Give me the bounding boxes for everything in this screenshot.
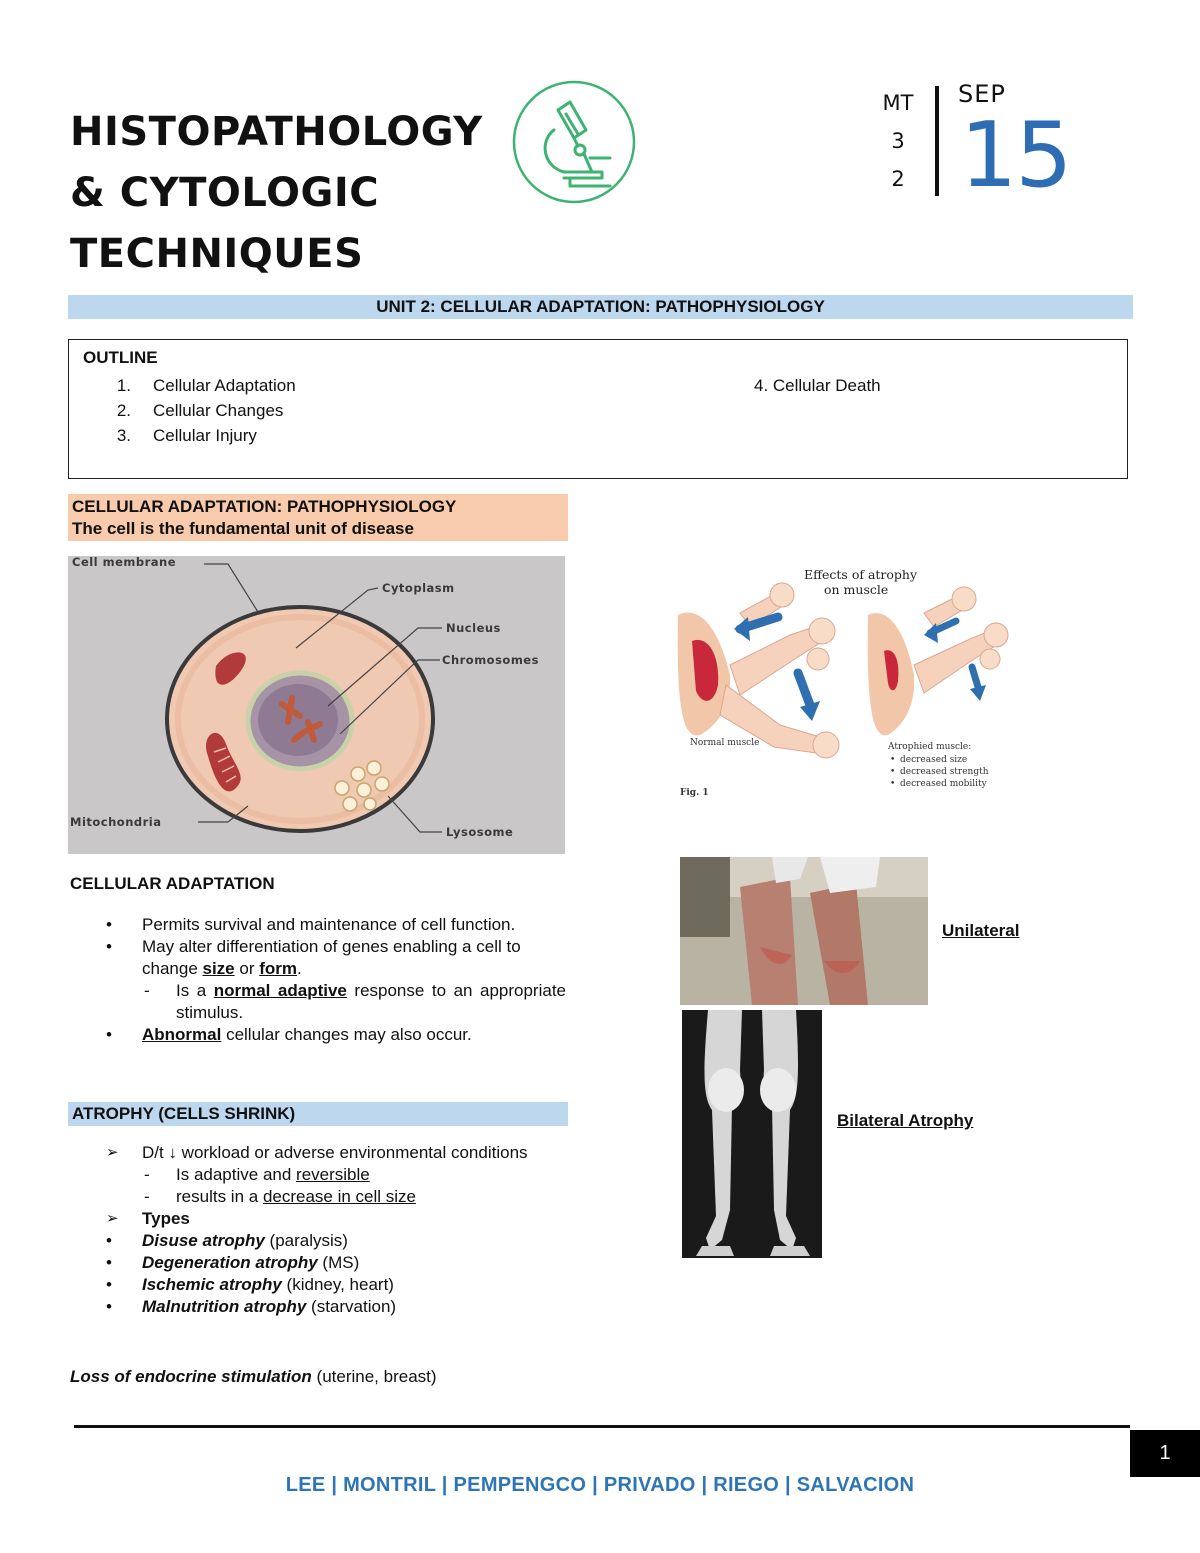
title-line-1: HISTOPATHOLOGY <box>70 109 483 155</box>
atrophy-muscle-figure <box>670 555 1010 805</box>
outline-item <box>91 423 296 448</box>
atrophy-type: • Ischemic atrophy (kidney, heart) <box>106 1275 394 1294</box>
sub-item-text: Is adaptive and <box>176 1165 297 1184</box>
list-item: • Abnormal cellular changes may also occur. <box>106 1025 472 1044</box>
date-day: 15 <box>960 103 1071 208</box>
outline-item-4: 4. Cellular Death <box>754 376 881 395</box>
fig-label: Fig. 1 <box>680 788 709 798</box>
section-header-adaptation <box>68 494 568 541</box>
cell-diagram <box>68 556 565 854</box>
meta-course: MT <box>882 91 914 115</box>
loss-endocrine-name: Loss of endocrine stimulation <box>70 1367 312 1386</box>
list-item-text: cellular changes may also occur. <box>221 1025 472 1044</box>
atrophy-type-note: (MS) <box>317 1253 360 1272</box>
list-item-text: D/t ↓ workload or adverse environmental conditions <box>142 1143 528 1162</box>
list-item <box>70 1142 566 1164</box>
atrophy-type-name: Malnutrition atrophy <box>142 1297 307 1316</box>
section-title: CELLULAR ADAPTATION: PATHOPHYSIOLOGY <box>72 497 457 516</box>
outline-title: OUTLINE <box>83 348 158 367</box>
sub-item: - Is a normal adaptive response to an appropriate stimulus. <box>144 981 566 1022</box>
unilateral-atrophy-photo <box>680 857 928 1005</box>
atrophied-bullet: • <box>890 767 896 777</box>
arrow-bullet-icon: ➢ <box>106 1210 119 1227</box>
atrophied-point-3: decreased mobility <box>900 779 987 789</box>
atrophy-type-name: Degeneration atrophy <box>142 1253 318 1272</box>
sub-item: - results in a decrease in cell size <box>144 1187 417 1206</box>
atrophied-bullet: • <box>890 755 896 765</box>
keyword-normal-adaptive: normal adaptive <box>213 981 347 1000</box>
outline-list <box>91 373 296 448</box>
meta-year: 3 <box>891 129 905 153</box>
authors-line: LEE | MONTRIL | PEMPENGCO | PRIVADO | RIEGO | SALVACION <box>285 1474 915 1496</box>
atrophied-muscle-label: Atrophied muscle: <box>888 742 972 752</box>
label-nucleus: Nucleus <box>446 621 501 635</box>
list-item-text: or <box>234 959 260 978</box>
sub-item-text: results in a <box>176 1187 263 1206</box>
outline-box <box>68 339 1128 479</box>
footer-divider <box>74 1425 1130 1428</box>
list-item: • Permits survival and maintenance of cell function. <box>106 915 516 934</box>
sub-item-text: Is a <box>176 981 214 1000</box>
loss-endocrine-note: (uterine, breast) <box>311 1367 437 1386</box>
keyword-size: size <box>202 959 235 978</box>
atrophy-type: • Malnutrition atrophy (starvation) <box>106 1297 397 1316</box>
arrow-bullet-icon: ➢ <box>106 1144 119 1161</box>
keyword-abnormal: Abnormal <box>142 1025 222 1044</box>
title-line-2: & CYTOLOGIC <box>70 170 380 216</box>
keyword-reversible: reversible <box>296 1165 370 1184</box>
bilateral-label: Bilateral Atrophy <box>837 1111 974 1130</box>
cellular-adaptation-list <box>70 914 566 1046</box>
atrophy-list <box>70 1142 566 1318</box>
sub-item: - Is adaptive and reversible <box>144 1165 370 1184</box>
outline-num: 3. <box>116 426 131 445</box>
section-header-atrophy: ATROPHY (CELLS SHRINK) <box>68 1102 568 1126</box>
atrophy-type: • Disuse atrophy (paralysis) <box>106 1231 348 1250</box>
outline-label: Cellular Adaptation <box>153 376 296 395</box>
sub-item-text: response to an appropriate stimulus. <box>176 981 566 1022</box>
list-item <box>70 1208 566 1230</box>
list-item-text: May alter differentiation of genes enabling a cell to change <box>142 937 521 978</box>
outline-label: Cellular Injury <box>153 426 257 445</box>
list-item-text: Permits survival and maintenance of cell function. <box>142 915 516 934</box>
keyword-decrease-cell-size: decrease in cell size <box>262 1187 417 1206</box>
outline-label: Cellular Changes <box>153 401 284 420</box>
microscope-icon <box>510 78 638 206</box>
unilateral-label: Unilateral <box>942 921 1020 940</box>
atrophy-type-name: Ischemic atrophy <box>142 1275 282 1294</box>
outline-item <box>91 398 296 423</box>
unit-title: UNIT 2: CELLULAR ADAPTATION: PATHOPHYSIOLOGY <box>68 295 1133 319</box>
section-subtitle: The cell is the fundamental unit of disease <box>72 519 414 538</box>
bilateral-atrophy-xray <box>682 1010 822 1258</box>
atrophied-bullet: • <box>890 779 896 789</box>
label-chromosomes: Chromosomes <box>442 653 539 667</box>
header-divider <box>935 86 939 196</box>
atrophied-point-2: decreased strength <box>900 767 989 777</box>
meta-section: 2 <box>891 167 905 191</box>
label-mitochondria: Mitochondria <box>70 815 162 829</box>
label-cytoplasm: Cytoplasm <box>382 581 455 595</box>
muscle-fig-title-2: on muscle <box>824 582 889 597</box>
muscle-fig-title-1: Effects of atrophy <box>804 567 918 582</box>
date-month: SEP <box>958 80 1006 108</box>
label-cell-membrane: Cell membrane <box>72 556 177 569</box>
keyword-form: form <box>259 959 297 978</box>
atrophy-type-note: (paralysis) <box>264 1231 348 1250</box>
list-item: • May alter differentiation of genes enabling a cell to change size or form. <box>106 937 521 978</box>
atrophied-point-1: decreased size <box>900 755 968 765</box>
atrophy-type: • Degeneration atrophy (MS) <box>106 1253 360 1272</box>
list-item-text: . <box>296 959 302 978</box>
atrophy-type-name: Disuse atrophy <box>142 1231 265 1250</box>
outline-num: 1. <box>116 376 131 395</box>
cellular-adaptation-heading: CELLULAR ADAPTATION <box>70 874 275 893</box>
atrophy-type-note: (kidney, heart) <box>281 1275 394 1294</box>
label-lysosome: Lysosome <box>446 825 514 839</box>
atrophy-type-note: (starvation) <box>306 1297 397 1316</box>
course-meta <box>868 84 928 198</box>
types-label: Types <box>142 1209 190 1228</box>
loss-endocrine-line <box>70 1366 437 1388</box>
outline-item <box>91 373 296 398</box>
normal-muscle-label: Normal muscle <box>690 738 760 748</box>
page-number: 1 <box>1130 1430 1200 1477</box>
document-title <box>70 102 483 285</box>
outline-num: 2. <box>116 401 131 420</box>
title-line-3: TECHNIQUES <box>70 231 364 277</box>
